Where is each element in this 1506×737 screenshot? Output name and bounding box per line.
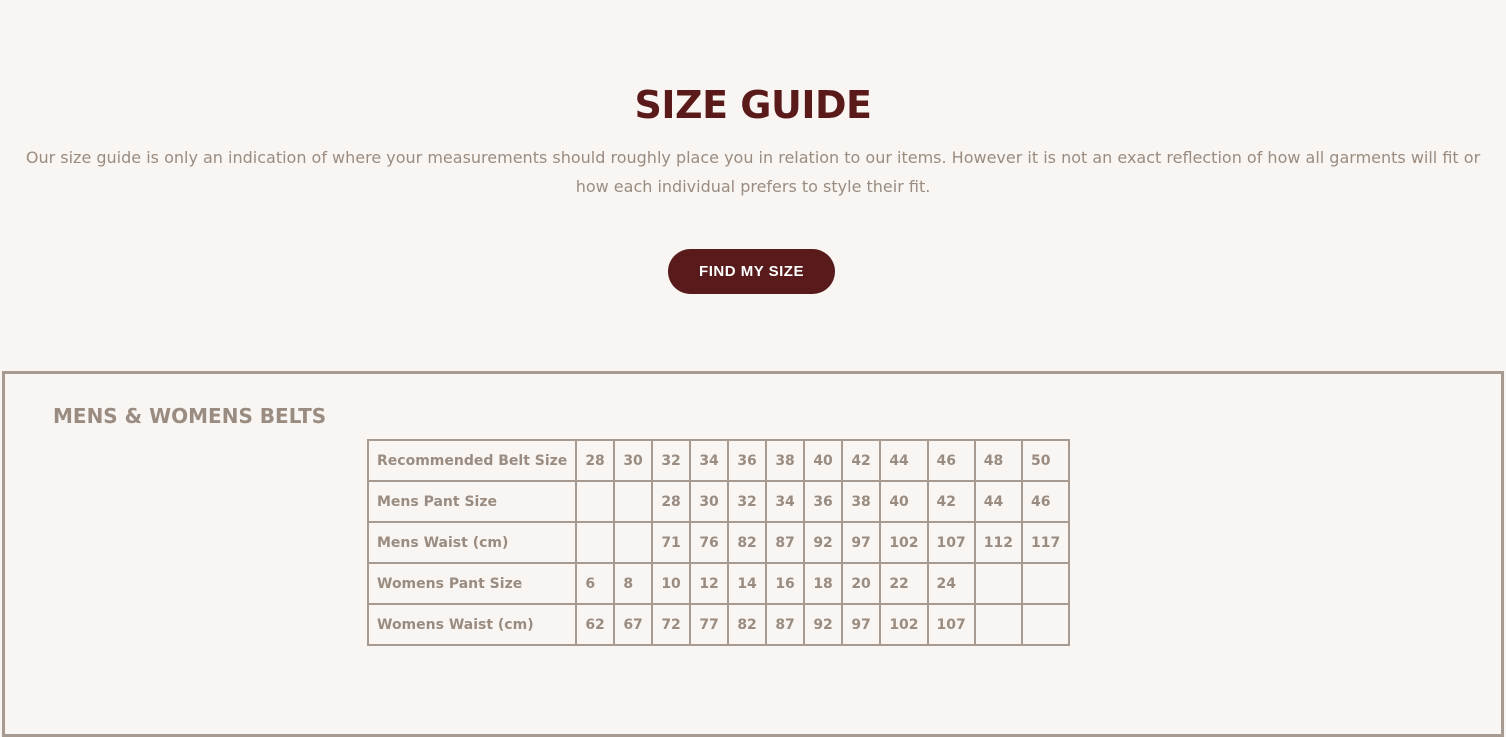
table-cell (975, 563, 1022, 604)
table-cell: 72 (652, 604, 690, 645)
table-cell: 112 (975, 522, 1022, 563)
table-cell (576, 522, 614, 563)
table-cell: 46 (1022, 481, 1069, 522)
row-label: Mens Waist (cm) (368, 522, 576, 563)
table-cell: 82 (728, 522, 766, 563)
table-cell: 62 (576, 604, 614, 645)
table-cell (975, 604, 1022, 645)
table-row (368, 522, 1069, 563)
table-cell: 34 (690, 440, 728, 481)
table-cell: 34 (766, 481, 804, 522)
table-cell: 102 (880, 604, 927, 645)
table-cell: 40 (880, 481, 927, 522)
belt-size-table (367, 439, 1070, 646)
table-cell: 30 (614, 440, 652, 481)
table-row (368, 481, 1069, 522)
table-cell: 24 (928, 563, 975, 604)
table-cell: 38 (842, 481, 880, 522)
table-cell (576, 481, 614, 522)
table-cell: 42 (842, 440, 880, 481)
row-label: Recommended Belt Size (368, 440, 576, 481)
table-cell (614, 522, 652, 563)
table-cell: 8 (614, 563, 652, 604)
table-cell: 44 (880, 440, 927, 481)
belts-size-panel (2, 371, 1504, 737)
section-title: MENS & WOMENS BELTS (53, 404, 327, 428)
table-cell: 48 (975, 440, 1022, 481)
table-cell: 50 (1022, 440, 1069, 481)
table-cell: 77 (690, 604, 728, 645)
table-cell: 12 (690, 563, 728, 604)
table-cell: 28 (576, 440, 614, 481)
table-cell: 92 (804, 522, 842, 563)
table-cell: 40 (804, 440, 842, 481)
row-label: Womens Waist (cm) (368, 604, 576, 645)
table-cell: 22 (880, 563, 927, 604)
table-cell: 18 (804, 563, 842, 604)
table-cell: 30 (690, 481, 728, 522)
table-cell: 102 (880, 522, 927, 563)
table-cell: 20 (842, 563, 880, 604)
page-title: SIZE GUIDE (634, 83, 872, 128)
row-label: Womens Pant Size (368, 563, 576, 604)
table-cell: 92 (804, 604, 842, 645)
table-cell: 76 (690, 522, 728, 563)
table-cell: 82 (728, 604, 766, 645)
table-cell: 67 (614, 604, 652, 645)
table-cell: 87 (766, 604, 804, 645)
table-cell: 87 (766, 522, 804, 563)
table-cell (1022, 604, 1069, 645)
table-cell: 32 (652, 440, 690, 481)
table-cell: 71 (652, 522, 690, 563)
table-cell (1022, 563, 1069, 604)
table-cell: 10 (652, 563, 690, 604)
table-row (368, 563, 1069, 604)
table-row (368, 440, 1069, 481)
table-cell: 32 (728, 481, 766, 522)
find-my-size-button[interactable]: FIND MY SIZE (668, 249, 835, 294)
table-cell: 38 (766, 440, 804, 481)
table-cell: 14 (728, 563, 766, 604)
table-cell: 44 (975, 481, 1022, 522)
table-cell: 6 (576, 563, 614, 604)
table-cell: 36 (728, 440, 766, 481)
table-cell (614, 481, 652, 522)
table-cell: 28 (652, 481, 690, 522)
table-cell: 36 (804, 481, 842, 522)
table-cell: 107 (928, 522, 975, 563)
table-cell: 97 (842, 522, 880, 563)
row-label: Mens Pant Size (368, 481, 576, 522)
table-cell: 117 (1022, 522, 1069, 563)
size-guide-description: Our size guide is only an indication of where your measurements should roughly place you in relation to our items. However it is not an exact reflection of how all garments will fit or how each individual prefers to style their fit. (25, 148, 1481, 196)
table-cell: 107 (928, 604, 975, 645)
table-row (368, 604, 1069, 645)
table-cell: 46 (928, 440, 975, 481)
table-cell: 97 (842, 604, 880, 645)
table-cell: 16 (766, 563, 804, 604)
table-cell: 42 (928, 481, 975, 522)
